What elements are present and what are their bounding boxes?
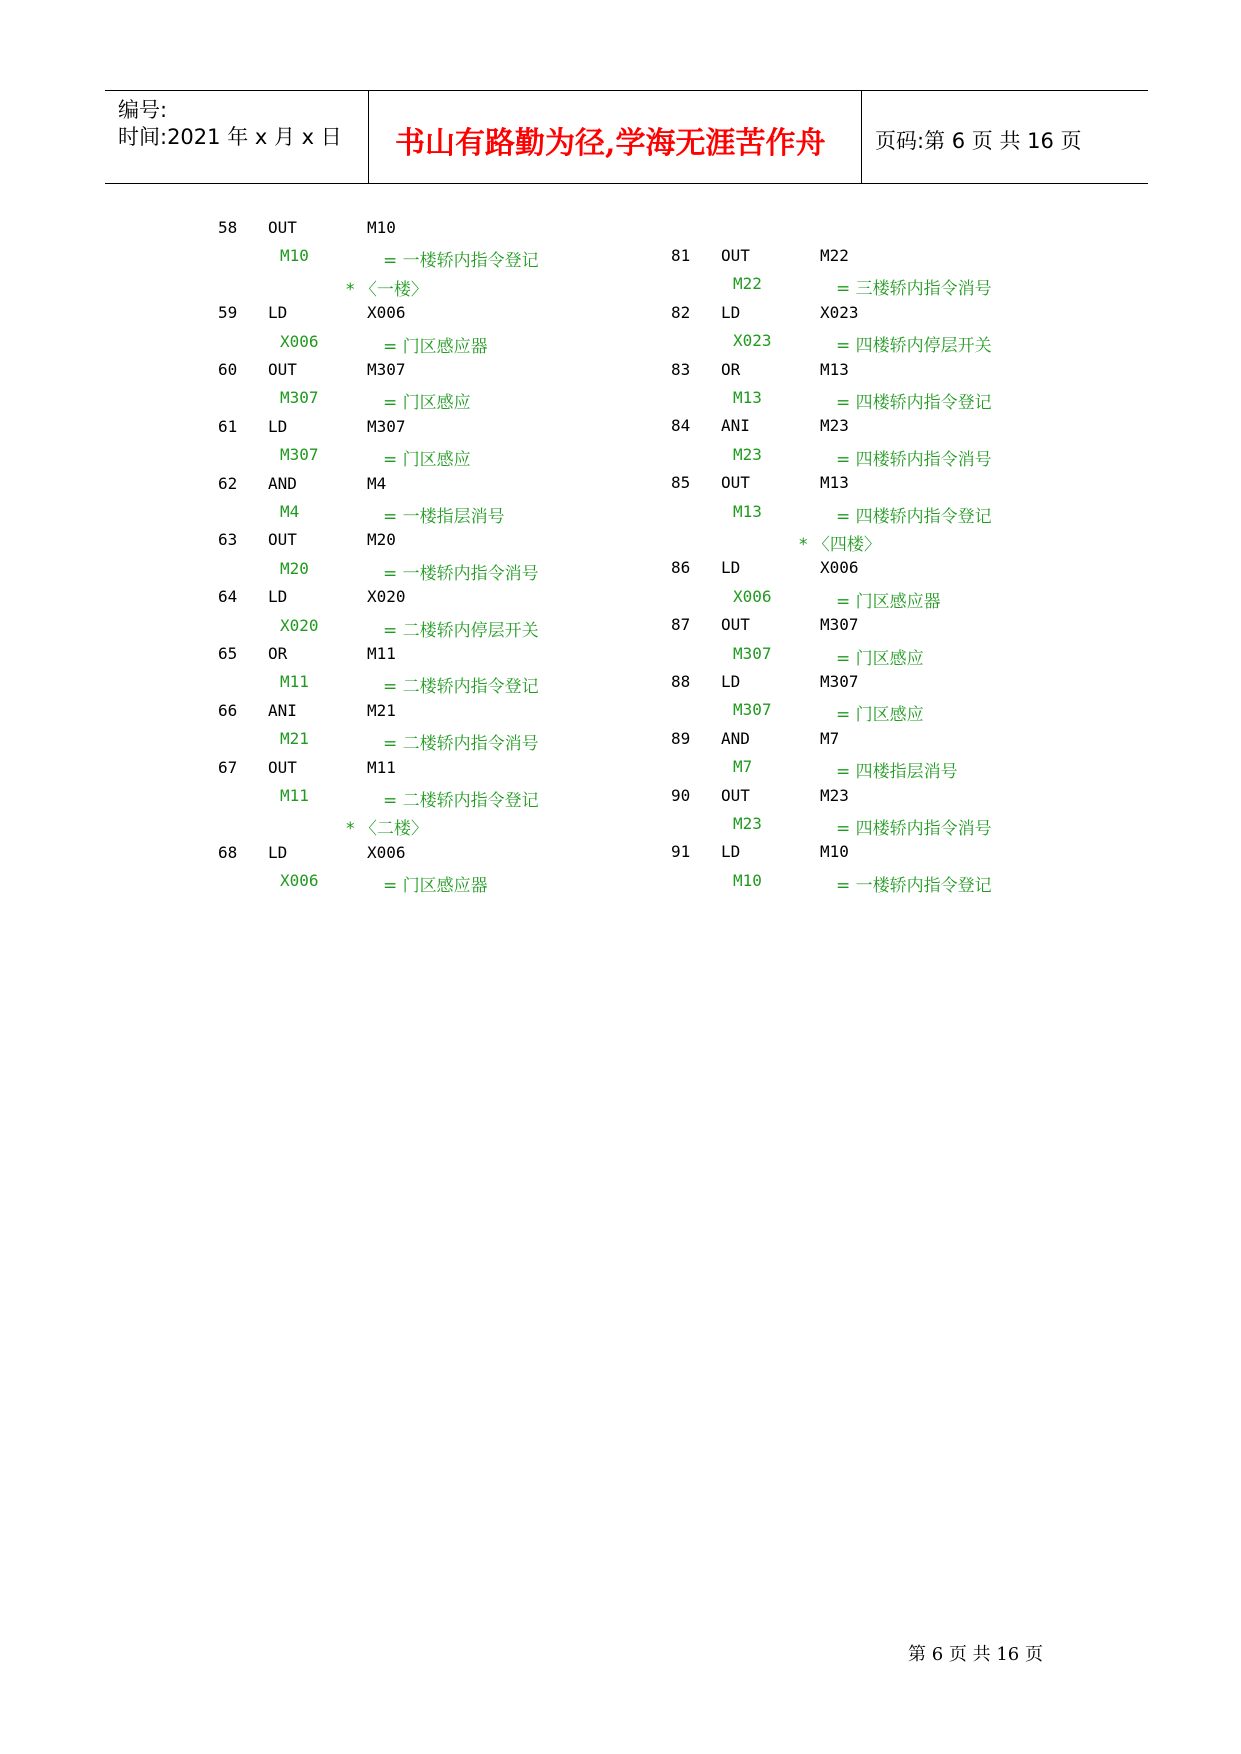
step-number: 61 (218, 416, 238, 436)
operand: X023 (820, 302, 859, 322)
comment-device: X023 (733, 331, 772, 351)
opcode: OUT (721, 615, 750, 635)
header-top-rule (105, 90, 1148, 91)
opcode: LD (721, 302, 741, 322)
step-number: 58 (218, 218, 238, 237)
step-number: 86 (671, 558, 691, 578)
comment-text: = 二楼轿内指令登记 (383, 677, 539, 698)
comment-text: = 二楼轿内停层开关 (383, 620, 539, 641)
operand: M22 (820, 246, 849, 265)
opcode: OUT (268, 218, 297, 237)
operand: M10 (367, 218, 396, 237)
comment-text: = 门区感应器 (383, 336, 488, 357)
step-number: 84 (671, 416, 691, 436)
step-number: 91 (671, 842, 691, 862)
comment-device: X006 (280, 871, 319, 891)
opcode: ANI (721, 416, 750, 436)
comment-text: = 二楼轿内指令消号 (383, 734, 539, 755)
comment-text: = 门区感应器 (836, 591, 941, 612)
operand: M20 (367, 530, 396, 550)
comment-device: M10 (733, 870, 762, 890)
operand: M23 (820, 785, 849, 805)
step-number: 63 (218, 530, 238, 550)
comment-text: = 四楼轿内停层开关 (836, 336, 992, 357)
header-bottom-rule (105, 183, 1148, 184)
operand: X006 (367, 842, 406, 862)
comment-device: M4 (280, 502, 300, 521)
opcode: LD (721, 842, 741, 862)
step-number: 62 (218, 473, 238, 493)
comment-device: M307 (280, 445, 319, 465)
comment-text: = 四楼轿内指令消号 (836, 819, 992, 839)
step-number: 89 (671, 728, 691, 748)
comment-device: M23 (733, 444, 762, 464)
comment-text: = 一楼轿内指令登记 (836, 875, 992, 896)
step-number: 64 (218, 587, 238, 607)
operand: M307 (367, 416, 406, 436)
operand: M4 (367, 473, 387, 493)
header-divider-right (861, 90, 862, 184)
operand: X006 (820, 558, 859, 578)
operand: M307 (367, 360, 406, 379)
opcode: OUT (268, 360, 297, 379)
step-number: 67 (218, 757, 238, 777)
comment-device: M13 (733, 501, 762, 521)
comment-device: M307 (733, 643, 772, 663)
comment-device: M20 (280, 558, 309, 578)
opcode: AND (268, 473, 297, 493)
floor-label: * 〈四楼〉 (799, 535, 881, 555)
comment-device: X006 (733, 586, 772, 606)
opcode: OUT (268, 530, 297, 550)
comment-device: M7 (733, 757, 753, 777)
step-number: 59 (218, 303, 238, 323)
comment-text: = 四楼轿内指令消号 (836, 449, 992, 470)
comment-device: M13 (733, 388, 762, 407)
comment-text: = 门区感应 (836, 648, 924, 669)
comment-device: X020 (280, 615, 319, 635)
opcode: OR (268, 644, 288, 663)
header-divider-left (368, 90, 369, 184)
operand: M10 (820, 842, 849, 862)
opcode: LD (268, 587, 288, 607)
comment-device: M23 (733, 814, 762, 833)
opcode: OUT (268, 757, 297, 777)
comment-text: = 门区感应器 (383, 876, 488, 897)
comment-text: = 一楼轿内指令登记 (383, 251, 539, 272)
operand: M13 (820, 359, 849, 379)
opcode: OUT (721, 246, 750, 265)
comment-text: = 门区感应 (836, 705, 924, 726)
comment-text: = 二楼轿内指令登记 (383, 791, 539, 811)
step-number: 85 (671, 473, 691, 493)
comment-device: M21 (280, 729, 309, 749)
floor-label: * 〈二楼〉 (346, 819, 428, 840)
comment-text: = 四楼指层消号 (836, 762, 958, 783)
opcode: OR (721, 359, 741, 379)
comment-device: M11 (280, 786, 309, 805)
operand: M307 (820, 615, 859, 635)
opcode: OUT (721, 473, 750, 493)
operand: M11 (367, 644, 396, 663)
floor-label: * 〈一楼〉 (346, 279, 428, 300)
comment-device: X006 (280, 331, 319, 351)
footer-page-number: 第 6 页 共 16 页 (908, 1644, 1043, 1665)
step-number: 82 (671, 302, 691, 322)
opcode: ANI (268, 700, 297, 720)
step-number: 66 (218, 700, 238, 720)
opcode: LD (268, 416, 288, 436)
comment-device: M11 (280, 672, 309, 692)
operand: M23 (820, 416, 849, 436)
operand: X020 (367, 587, 406, 607)
opcode: LD (721, 558, 741, 578)
comment-text: = 四楼轿内指令登记 (836, 393, 992, 413)
step-number: 88 (671, 672, 691, 691)
header-number-label: 编号: (118, 98, 168, 122)
opcode: LD (268, 303, 288, 323)
comment-device: M10 (280, 246, 309, 266)
comment-text: = 一楼轿内指令消号 (383, 563, 539, 584)
opcode: OUT (721, 785, 750, 805)
opcode: AND (721, 728, 750, 748)
step-number: 68 (218, 842, 238, 862)
operand: M11 (367, 757, 396, 777)
step-number: 87 (671, 615, 691, 635)
comment-text: = 四楼轿内指令登记 (836, 506, 992, 527)
comment-text: = 三楼轿内指令消号 (836, 279, 992, 300)
step-number: 81 (671, 246, 691, 265)
operand: M13 (820, 473, 849, 493)
step-number: 60 (218, 360, 238, 379)
step-number: 90 (671, 785, 691, 805)
comment-text: = 一楼指层消号 (383, 507, 505, 527)
step-number: 83 (671, 359, 691, 379)
opcode: LD (268, 842, 288, 862)
opcode: LD (721, 672, 741, 691)
comment-text: = 门区感应 (383, 393, 471, 414)
comment-text: = 门区感应 (383, 450, 471, 471)
operand: M7 (820, 728, 840, 748)
header-time-label: 时间:2021 年 x 月 x 日 (118, 125, 342, 149)
step-number: 65 (218, 644, 238, 663)
operand: M21 (367, 700, 396, 720)
header-page-info: 页码:第 6 页 共 16 页 (875, 129, 1082, 153)
header-motto: 书山有路勤为径,学海无涯苦作舟 (395, 126, 826, 161)
operand: M307 (820, 672, 859, 691)
comment-device: M307 (280, 388, 319, 408)
comment-device: M307 (733, 700, 772, 720)
comment-device: M22 (733, 274, 762, 294)
operand: X006 (367, 303, 406, 323)
